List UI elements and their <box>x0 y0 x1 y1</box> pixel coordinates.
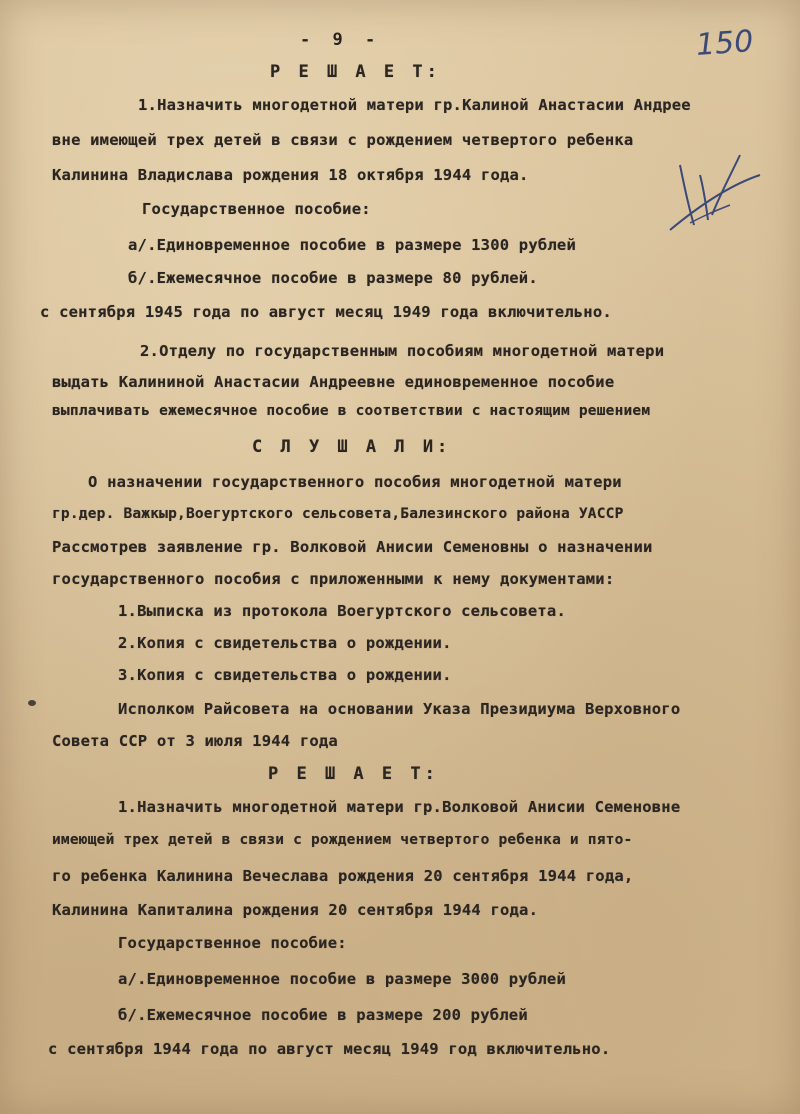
text-line: б/.Ежемесячное пособие в размере 200 рублей <box>118 1006 528 1024</box>
text-line: государственного пособия с приложенными к нему документами: <box>52 570 615 588</box>
text-line: Исполком Райсовета на основании Указа Президиума Верховного <box>118 700 681 718</box>
text-line: го ребенка Калинина Вечеслава рождения 20 сентября 1944 года, <box>52 867 634 885</box>
text-line: Калинина Владислава рождения 18 октября 1944 года. <box>52 166 529 184</box>
heading-resolves-1: Р Е Ш А Е Т: <box>270 62 441 82</box>
text-line: выдать Калининой Анастасии Андреевне единовременное пособие <box>52 373 615 391</box>
text-line: вне имеющей трех детей в связи с рождением четвертого ребенка <box>52 131 634 149</box>
text-line: Калинина Капиталина рождения 20 сентября 1944 года. <box>52 901 539 919</box>
handwritten-signature <box>660 145 770 245</box>
text-line: 2.Отделу по государственным пособиям многодетной матери <box>140 342 665 360</box>
text-line: а/.Единовременное пособие в размере 1300 рублей <box>128 236 576 254</box>
heading-resolves-2: Р Е Ш А Е Т: <box>268 764 439 784</box>
text-line: Государственное пособие: <box>142 200 371 218</box>
text-line: с сентября 1945 года по август месяц 1949 года включительно. <box>40 303 612 321</box>
text-line: 1.Назначить многодетной матери гр.Волковой Анисии Семеновне <box>118 798 681 816</box>
text-line: Государственное пособие: <box>118 934 347 952</box>
text-line: Рассмотрев заявление гр. Волковой Анисии Семеновны о назначении <box>52 538 653 556</box>
text-line: гр.дер. Важкыр,Воегуртского сельсовета,Балезинского района УАССР <box>52 506 624 522</box>
text-line: Совета ССР от 3 июля 1944 года <box>52 732 338 750</box>
text-line: имеющей трех детей в связи с рождением четвертого ребенка и пято- <box>52 832 633 848</box>
text-line: б/.Ежемесячное пособие в размере 80 рублей. <box>128 269 538 287</box>
ink-dot <box>28 700 36 706</box>
text-line: 3.Копия с свидетельства о рождении. <box>118 666 452 684</box>
text-line: с сентября 1944 года по август месяц 1949 год включительно. <box>48 1040 611 1058</box>
text-line: 2.Копия с свидетельства о рождении. <box>118 634 452 652</box>
page-number: - 9 - <box>300 30 382 50</box>
text-line: 1.Выписка из протокола Воегуртского сельсовета. <box>118 602 566 620</box>
archive-folio-number: 150 <box>694 24 755 63</box>
text-line: выплачивать ежемесячное пособие в соответствии с настоящим решением <box>52 403 651 419</box>
heading-heard: С Л У Ш А Л И: <box>252 437 452 457</box>
text-line: 1.Назначить многодетной матери гр.Калиной Анастасии Андрее <box>138 96 691 114</box>
text-line: О назначении государственного пособия многодетной матери <box>88 473 622 491</box>
text-line: а/.Единовременное пособие в размере 3000 рублей <box>118 970 566 988</box>
